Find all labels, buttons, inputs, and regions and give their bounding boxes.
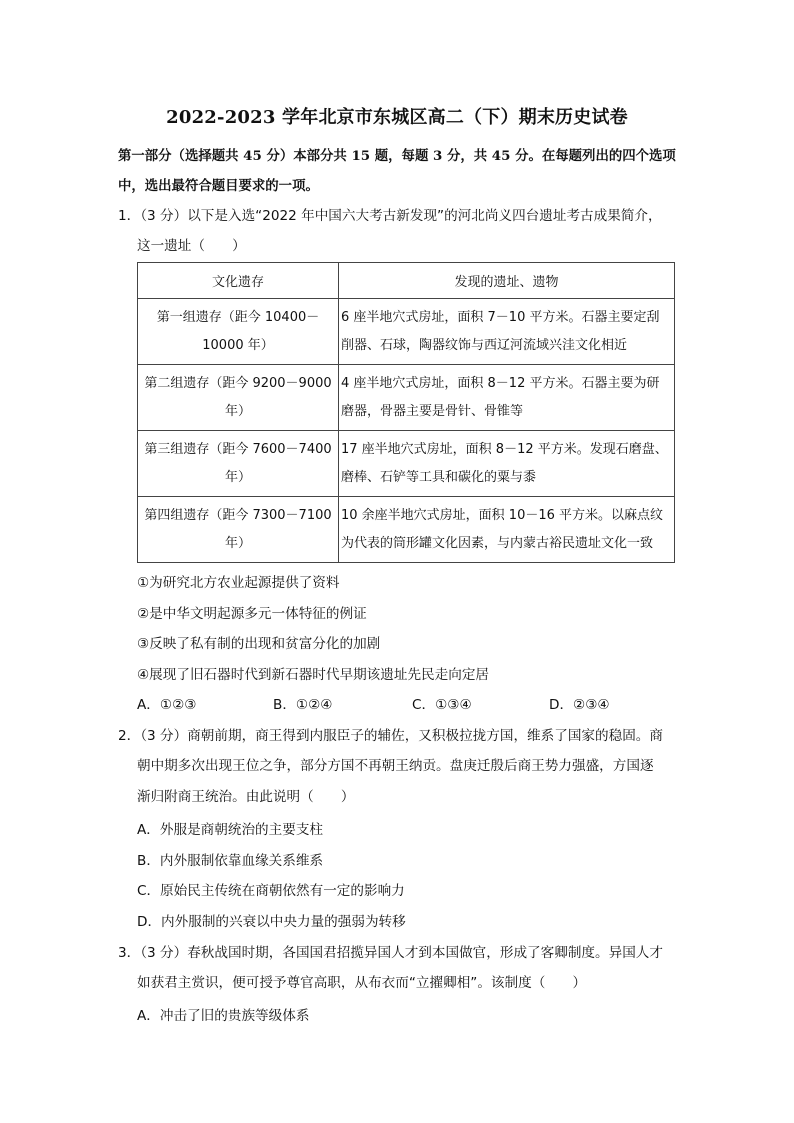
- question-2-option-c[interactable]: C．原始民主传统在商朝依然有一定的影响力: [137, 883, 405, 899]
- table-cell: 第三组遗存（距今 7600－7400 年）: [138, 431, 339, 497]
- exam-title: 2022-2023 学年北京市东城区高二（下）期末历史试卷: [166, 107, 628, 128]
- question-2-option-d[interactable]: D．内外服制的兴衰以中央力量的强弱为转移: [137, 914, 406, 930]
- table-row: [138, 365, 675, 431]
- question-2-option-a[interactable]: A．外服是商朝统治的主要支柱: [137, 822, 324, 838]
- question-3-option-a[interactable]: A．冲击了旧的贵族等级体系: [137, 1008, 310, 1024]
- question-1-stem-line-1: 1．（3 分）以下是入选“2022 年中国六大考古新发现”的河北尚义四台遗址考古成果简介，: [118, 208, 662, 224]
- statement-2: ②是中华文明起源多元一体特征的例证: [137, 606, 367, 622]
- table-cell: 第一组遗存（距今 10400－10000 年）: [138, 299, 339, 365]
- table-cell: 第四组遗存（距今 7300－7100 年）: [138, 497, 339, 563]
- question-2-stem-line-3: 渐归附商王统治。由此说明（ ）: [137, 789, 355, 805]
- table-cell: 6 座半地穴式房址，面积 7－10 平方米。石器主要定刮削器、石球，陶器纹饰与西辽河流域兴洼文化相近: [339, 299, 675, 365]
- question-2-option-b[interactable]: B．内外服制依靠血缘关系维系: [137, 853, 324, 869]
- table-cell: 第二组遗存（距今 9200－9000 年）: [138, 365, 339, 431]
- table-cell: 10 余座半地穴式房址，面积 10－16 平方米。以麻点纹为代表的筒形罐文化因素，与内蒙古裕民遗址文化一致: [339, 497, 675, 563]
- table-cell: 4 座半地穴式房址，面积 8－12 平方米。石器主要为研磨器，骨器主要是骨针、骨锥等: [339, 365, 675, 431]
- archaeology-table: [137, 262, 675, 563]
- question-1-choices: [137, 693, 677, 713]
- choice-d[interactable]: D．②③④: [549, 697, 610, 713]
- choice-c[interactable]: C．①③④: [412, 697, 472, 713]
- table-row: [138, 299, 675, 365]
- question-2-stem-line-2: 朝中期多次出现王位之争，部分方国不再朝王纳贡。盘庚迁殷后商王势力强盛，方国逐: [137, 758, 654, 774]
- choice-b[interactable]: B．①②④: [273, 697, 333, 713]
- table-row: [138, 497, 675, 563]
- table-header-cell: 文化遗存: [138, 263, 339, 299]
- statement-4: ④展现了旧石器时代到新石器时代早期该遗址先民走向定居: [137, 667, 490, 683]
- section-intro: 第一部分（选择题共 45 分）本部分共 15 题，每题 3 分，共 45 分。在每题列出的四个选项中，选出最符合题目要求的一项。: [118, 148, 676, 194]
- table-cell: 17 座半地穴式房址，面积 8－12 平方米。发现石磨盘、磨棒、石铲等工具和碳化的粟与黍: [339, 431, 675, 497]
- question-3-stem-line-2: 如获君主赏识，便可授予尊官高职，从布衣而“立擢卿相”。该制度（ ）: [137, 975, 587, 991]
- table-header-cell: 发现的遗址、遗物: [339, 263, 675, 299]
- question-2-stem-line-1: 2．（3 分）商朝前期，商王得到内服臣子的辅佐，又积极拉拢方国，维系了国家的稳固。商: [118, 728, 663, 744]
- table-row: [138, 431, 675, 497]
- statement-3: ③反映了私有制的出现和贫富分化的加剧: [137, 636, 381, 652]
- statement-1: ①为研究北方农业起源提供了资料: [137, 575, 340, 591]
- question-3-stem-line-1: 3．（3 分）春秋战国时期，各国国君招揽异国人才到本国做官，形成了客卿制度。异国人才: [118, 945, 663, 961]
- choice-a[interactable]: A．①②③: [137, 697, 197, 713]
- question-1-stem-line-2: 这一遗址（ ）: [137, 238, 246, 254]
- table-header-row: [138, 263, 675, 299]
